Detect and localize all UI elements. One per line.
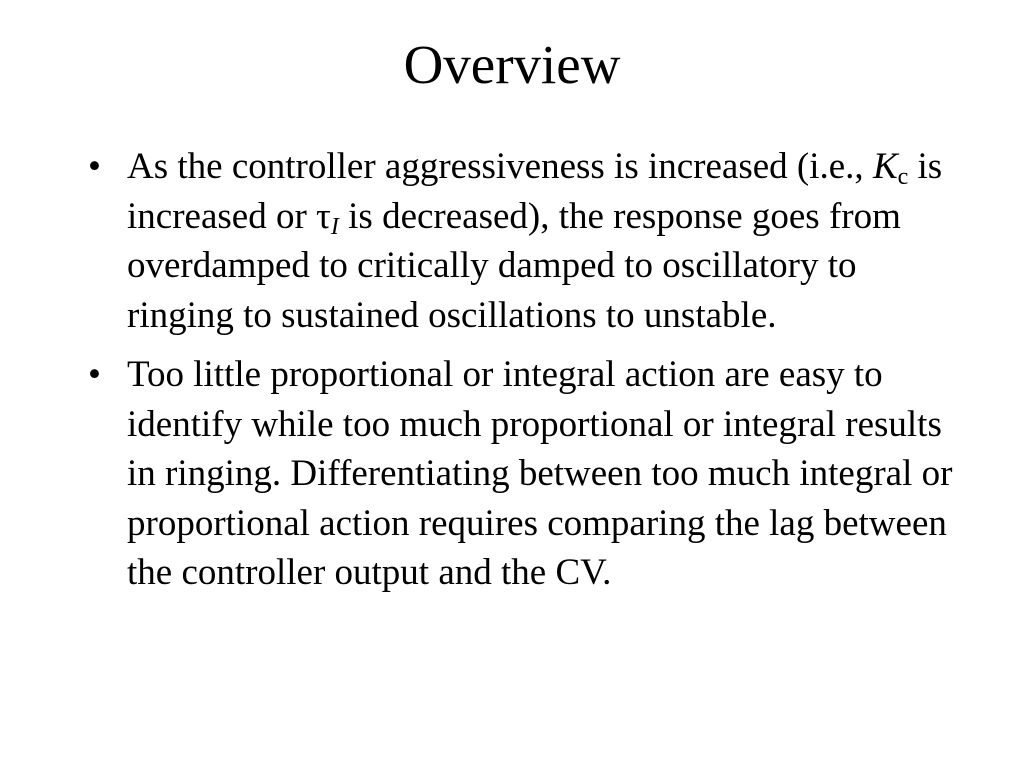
bullet-marker: • [88, 146, 101, 187]
bullet-list [88, 142, 958, 608]
bullet-2-text: Too little proportional or integral action are easy to identify while too much proportional or integral results in ringing. Differentiating between too much integral or proportional action requires comparing the lag between the controller output and the CV. [127, 354, 953, 593]
bullet-1-text-part3: is decreased), the response goes from overdamped to critically damped to oscillatory to ringing to sustained oscillations to unstable. [127, 195, 901, 336]
bullet-1-text-part1: As the controller aggressiveness is increased (i.e., [127, 146, 873, 187]
kc-variable: K [872, 146, 898, 187]
bullet-marker: • [88, 354, 101, 395]
bullet-1-text-part2: is increased or [127, 146, 943, 237]
bullet-1-text [127, 146, 942, 336]
bullet-item-too-little-action [88, 350, 958, 598]
tau-subscript: I [330, 213, 339, 240]
kc-subscript: c [897, 164, 909, 190]
slide-title: Overview [403, 34, 621, 95]
tau-variable: τ [316, 195, 331, 237]
bullet-item-controller-aggressiveness [88, 142, 958, 340]
